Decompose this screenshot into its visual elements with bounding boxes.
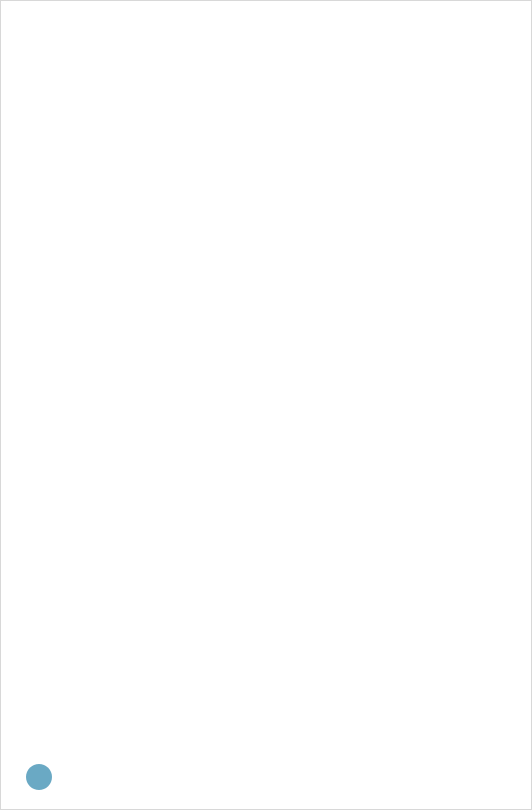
part-heading xyxy=(68,81,472,95)
sunburst-icon xyxy=(26,764,52,790)
table-of-contents xyxy=(68,73,472,118)
running-header xyxy=(68,43,470,57)
watermark-logo xyxy=(1,729,532,811)
